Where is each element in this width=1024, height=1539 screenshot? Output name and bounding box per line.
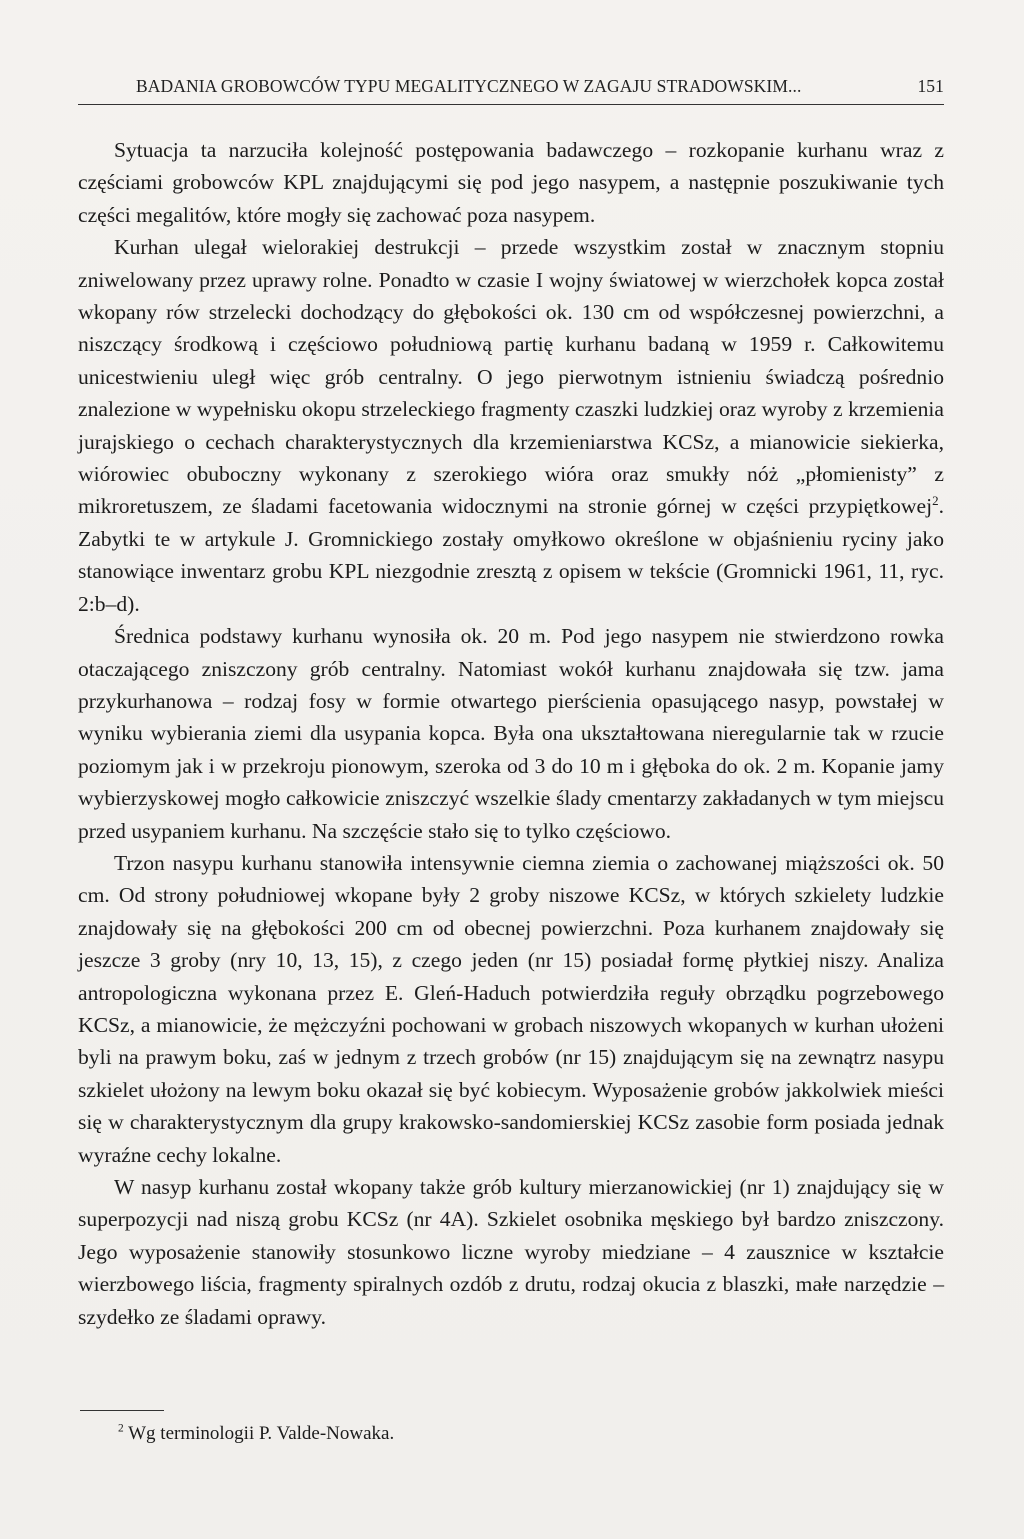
footnote — [118, 1421, 394, 1447]
paragraph — [78, 847, 944, 1171]
paragraph — [78, 620, 944, 847]
footnote-reference[interactable]: 2 — [932, 493, 939, 509]
body-text — [78, 134, 944, 1333]
paragraph-text: Kurhan ulegał wielorakiej destrukcji – przede wszystkim został w znacznym stopniu zniwelowany przez uprawy rolne. Ponadto w czasie I wojny światowej w wierzchołek kopca został wkopany rów strzelecki dochodzący do głębokości ok. 130 cm od współczesnej powierzchni, a niszczący środkową i częściowo południową partię kurhanu badaną w 1959 r. Całkowitemu unicestwieniu uległ więc grób centralny. O jego pierwotnym istnieniu świadczą pośrednio znalezione w wypełnisku okopu strzeleckiego fragmenty czaszki ludzkiej oraz wyroby z krzemienia jurajskiego o cechach charakterystycznych dla krzemieniarstwa KCSz, a mianowicie siekierka, wiórowiec obuboczny wykonany z szerokiego wióra oraz smukły nóż „płomienisty” z mikroretuszem, ze śladami facetowania widocznymi na stronie górnej w części przypiętkowej — [78, 235, 944, 519]
running-header — [78, 76, 944, 97]
footnote-text: Wg terminologii P. Valde-Nowaka. — [123, 1423, 395, 1444]
paragraph-text: Trzon nasypu kurhanu stanowiła intensywnie ciemna ziemia o zachowanej miąższości ok. 50 cm. Od strony południowej wkopane były 2 groby niszowe KCSz, w których szkielety ludzkie znajdowały się na głębokości 200 cm od obecnej powierzchni. Poza kurhanem znajdowały się jeszcze 3 groby (nry 10, 13, 15), z czego jeden (nr 15) posiadał formę płytkiej niszy. Analiza antropologiczna wykonana przez E. Gleń-Haduch potwierdziła reguły obrządku pogrzebowego KCSz, a mianowicie, że mężczyźni pochowani w grobach niszowych wkopanych w kurhan ułożeni byli na prawym boku, zaś w jednym z trzech grobów (nr 15) znajdującym się na zewnątrz nasypu szkielet ułożony na lewym boku okazał się być kobiecym. Wyposażenie grobów jakkolwiek mieści się w charakterystycznym dla grupy krakowsko-sandomierskiej KCSz zasobie form posiada jednak wyraźne cechy lokalne. — [78, 850, 944, 1167]
footnote-marker: 2 — [118, 1422, 124, 1435]
running-title: BADANIA GROBOWCÓW TYPU MEGALITYCZNEGO W ZAGAJU STRADOWSKIM... — [136, 76, 802, 96]
paragraph-text-continued: . Zabytki te w artykule J. Gromnickiego zostały omyłkowo określone w objaśnieniu ryciny jako stanowiące inwentarz grobu KPL niezgodnie zresztą z opisem w tekście (Gromnicki 1961, 11, ryc. 2:b–d). — [78, 494, 944, 616]
paragraph — [78, 134, 944, 231]
paragraph-text: W nasyp kurhanu został wkopany także grób kultury mierzanowickiej (nr 1) znajdujący się w superpozycji nad niszą grobu KCSz (nr 4A). Szkielet osobnika męskiego był bardzo zniszczony. Jego wyposażenie stanowiły stosunkowo liczne wyroby miedziane – 4 zausznice w kształcie wierzbowego liścia, fragmenty spiralnych ozdób z drutu, rodzaj okucia z blaszki, małe narzędzie – szydełko ze śladami oprawy. — [78, 1175, 944, 1329]
header-rule — [78, 104, 944, 105]
paragraph-text: Sytuacja ta narzuciła kolejność postępowania badawczego – rozkopanie kurhanu wraz z częściami grobowców KPL znajdującymi się pod jego nasypem, a następnie poszukiwanie tych części megalitów, które mogły się zachować poza nasypem. — [78, 138, 944, 227]
page-number: 151 — [917, 76, 944, 96]
footnote-rule — [80, 1410, 164, 1411]
paragraph — [78, 1171, 944, 1333]
paragraph — [78, 231, 944, 620]
paragraph-text: Średnica podstawy kurhanu wynosiła ok. 20 m. Pod jego nasypem nie stwierdzono rowka otaczającego zniszczony grób centralny. Natomiast wokół kurhanu znajdowała się tzw. jama przykurhanowa – rodzaj fosy w formie otwartego pierścienia opasującego nasyp, powstałej w wyniku wybierania ziemi dla usypania kopca. Była ona ukształtowana nieregularnie tak w rzucie poziomym jak i w przekroju pionowym, szeroka od 3 do 10 m i głęboka do ok. 2 m. Kopanie jamy wybierzyskowej mogło całkowicie zniszczyć wszelkie ślady cmentarzy zakładanych w tym miejscu przed usypaniem kurhanu. Na szczęście stało się to tylko częściowo. — [78, 624, 944, 843]
